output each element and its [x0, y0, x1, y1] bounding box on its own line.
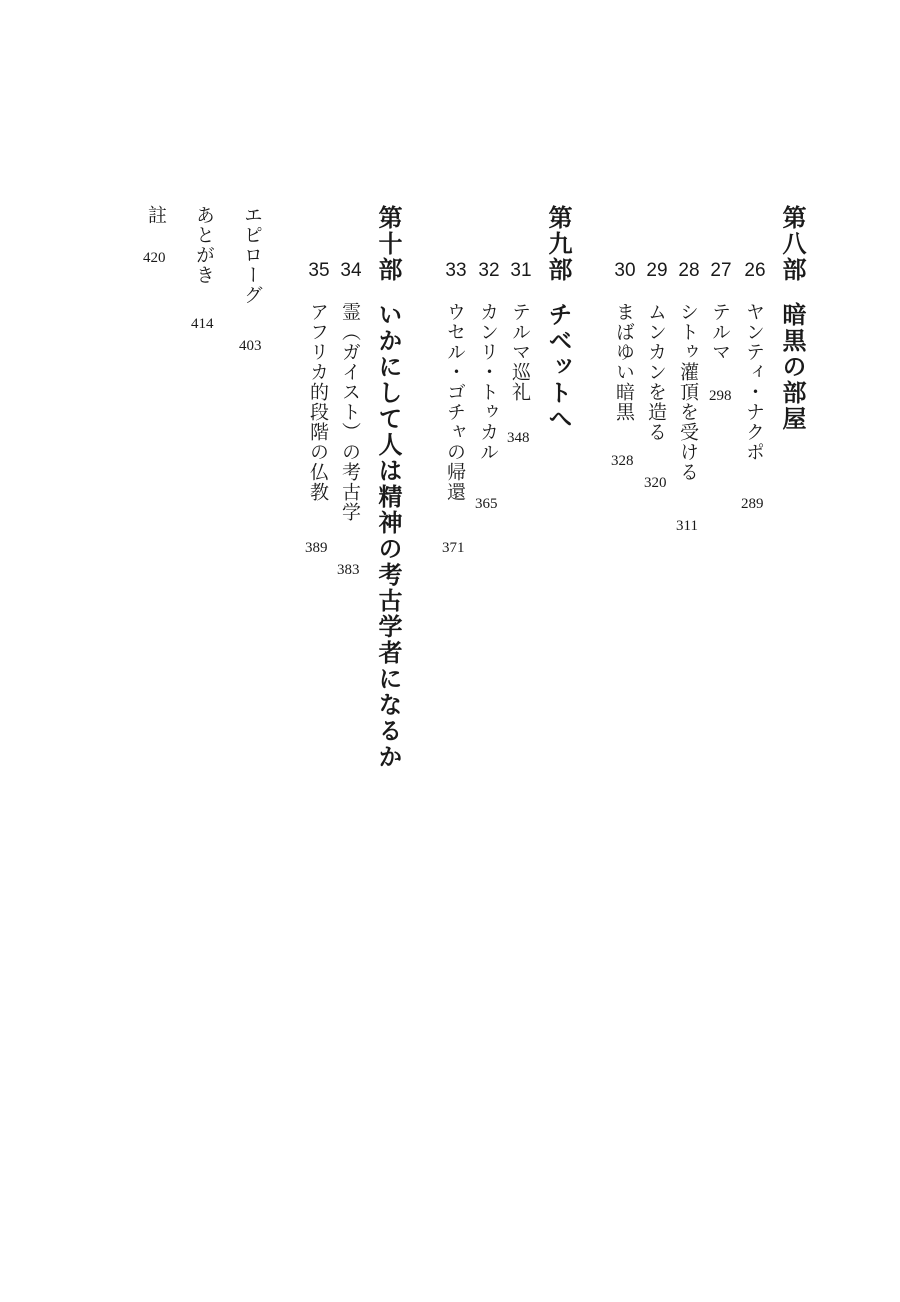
chapter-31-number: 31 — [510, 260, 532, 281]
part-8-label: 第八部 — [778, 205, 807, 283]
part-10-title: いかにして人は精神の考古学者になるか — [374, 302, 403, 770]
chapter-31-title: テルマ巡礼 — [509, 302, 531, 402]
chapter-34-number: 34 — [340, 260, 362, 281]
afterword-title: あとがき — [193, 205, 215, 285]
epilogue-title: エピローグ — [241, 205, 263, 305]
chapter-26-page: 289 — [741, 496, 764, 512]
chapter-27-number: 27 — [710, 260, 732, 281]
epilogue-page: 403 — [239, 338, 262, 354]
chapter-31-page: 348 — [507, 430, 530, 446]
chapter-26-number: 26 — [744, 260, 766, 281]
chapter-30-page: 328 — [611, 453, 634, 469]
part-8-title: 暗黒の部屋 — [778, 302, 807, 432]
part-9-label: 第九部 — [544, 205, 573, 283]
chapter-27-title: テルマ — [709, 302, 731, 362]
chapter-29-title: ムンカンを造る — [645, 302, 667, 442]
chapter-32-number: 32 — [478, 260, 500, 281]
part-9-title: チベットへ — [544, 302, 573, 432]
chapter-30-title: まばゆい暗黒 — [613, 302, 635, 422]
chapter-28-page: 311 — [676, 518, 698, 534]
chapter-35-number: 35 — [308, 260, 330, 281]
notes-title: 註 — [145, 205, 167, 225]
part-10-label: 第十部 — [374, 205, 403, 283]
chapter-33-title: ウセル・ゴチャの帰還 — [444, 302, 466, 502]
chapter-35-page: 389 — [305, 540, 328, 556]
chapter-33-number: 33 — [445, 260, 467, 281]
chapter-32-title: カンリ・トゥカル — [477, 302, 499, 462]
chapter-32-page: 365 — [475, 496, 498, 512]
notes-page: 420 — [143, 250, 166, 266]
chapter-26-title: ヤンティ・ナクポ — [743, 302, 765, 462]
chapter-28-title: シトゥ灌頂を受ける — [677, 302, 699, 482]
afterword-page: 414 — [191, 316, 214, 332]
chapter-28-number: 28 — [678, 260, 700, 281]
chapter-34-title: 霊（ガイスト）の考古学 — [339, 302, 361, 522]
chapter-35-title: アフリカ的段階の仏教 — [307, 302, 329, 502]
chapter-29-page: 320 — [644, 475, 667, 491]
chapter-34-page: 383 — [337, 562, 360, 578]
chapter-30-number: 30 — [614, 260, 636, 281]
chapter-29-number: 29 — [646, 260, 668, 281]
chapter-27-page: 298 — [709, 388, 732, 404]
chapter-33-page: 371 — [442, 540, 465, 556]
